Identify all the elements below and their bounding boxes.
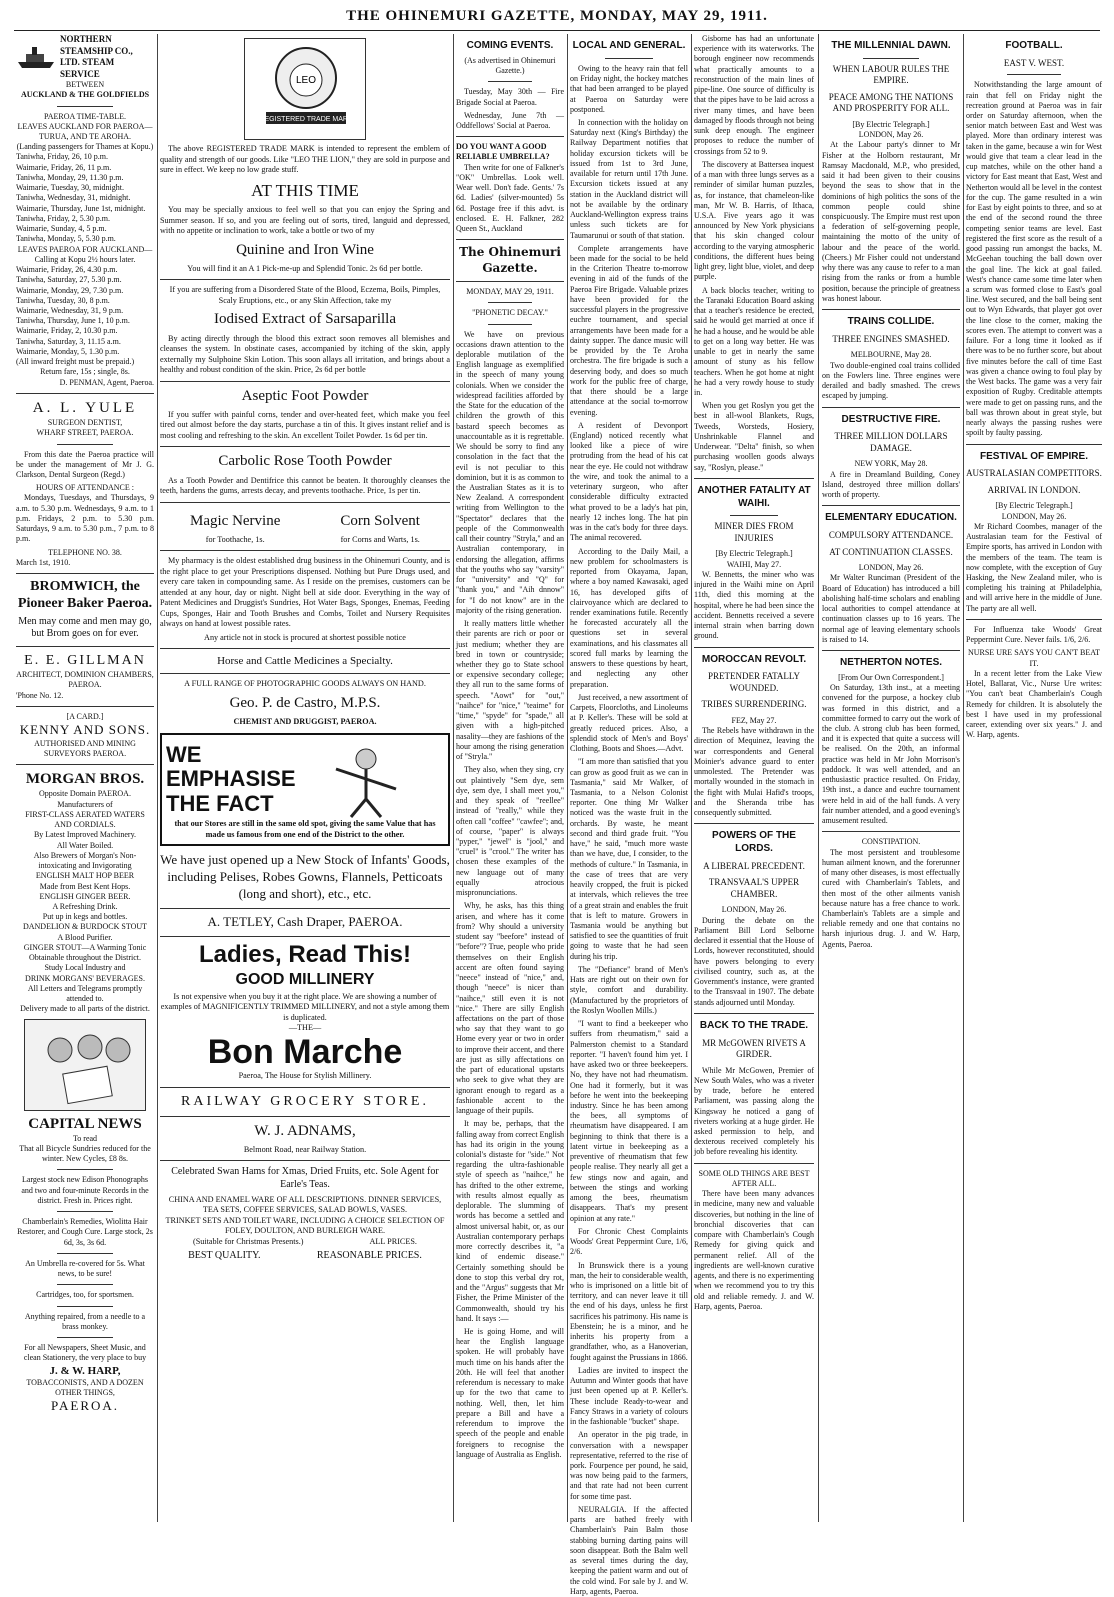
list-item: Delivery made to all parts of the district. — [20, 1004, 150, 1014]
editorial-paragraph: He is going Home, and will hear the English language spoken. He will probably have much time on his hands after the 20th. He will feel that another referendum is necessary to make up for the two that came to nothing. Well, then, let him prepare a Bill and have a referendum to improve the speech of the people and enable foreigners to recognise the language of Australia as English. — [456, 1327, 564, 1459]
pharmacy-text: My pharmacy is the oldest established drug business in the Ohinemuri County, and is the right place to get your Prescriptions dispensed. Nothing but Pure Drugs used, and every care taken in compounding same. As I reside on the premises, customers can be attended at any hour, day or night. Night bell at side door. Everything in the way of Patent Medicines and Druggist's Sundries, Hot Water Bags, Sponges, Enemas, Feeding Cups, Sponges, Hair and Tooth Brushes and Combs, Toilet and Nursery Requisites always on hand at lowest possible rates. — [160, 556, 450, 629]
festival-heading: FESTIVAL OF EMPIRE. — [980, 450, 1088, 462]
trains-sub: THREE ENGINES SMASHED. — [832, 333, 950, 344]
lords-sub: TRANSVAAL'S UPPER CHAMBER. — [708, 877, 800, 899]
list-item: Waimarie, Tuesday, 30, midnight. — [16, 183, 124, 193]
old-things-text: There have been many advances in medicine, many new and valuable discoveries, but nothing in the line of bronchial discoveries that can compare with Chamberlain's Cough Remedy for giving quick and permanent relief. All of the ingredients are well-known curative agents, and there is no experimenting when we recommend you to try this old and reliable remedy. J. and W. Harp, agents, Paeroa. — [694, 1189, 814, 1311]
fire-text: A fire in Dreamland Building, Coney Island, destroyed three million dollars' worth of property. — [822, 469, 960, 500]
harp-name: J. & W. HARP, — [49, 1364, 121, 1377]
column-editorial — [456, 34, 564, 1522]
millennial-heading: THE MILLENNIAL DAWN. — [831, 40, 951, 51]
auckland-times — [16, 152, 154, 244]
constipation-heading: CONSTIPATION. — [861, 837, 921, 847]
trade-heading: BACK TO THE TRADE. — [699, 1019, 809, 1031]
leo-label: LEO — [295, 75, 317, 86]
hours-title: HOURS OF ATTENDANCE : — [35, 483, 134, 493]
list-item: ENGLISH GINGER BEER. — [39, 891, 131, 901]
festival-sub: ARRIVAL IN LONDON. — [987, 484, 1081, 495]
news-paragraph: When you get Roslyn you get the best in all-wool Blankets, Rugs, Tweeds, Worsteds, Hosiery, Unshrinkable Flannel and Underwear. "Delta" finish, so when purchasing woollen goods always say, "Roslyn, please." — [694, 401, 814, 472]
steamship-ad — [16, 34, 154, 80]
fire-sub: THREE MILLION DOLLARS DAMAGE. — [834, 431, 948, 453]
football-heading: FOOTBALL. — [1005, 40, 1063, 51]
list-item: Waimarie, Monday, 29, 7.30 p.m. — [16, 285, 124, 295]
steamship-icon — [16, 44, 56, 70]
list-item: DRINK MORGANS' BEVERAGES. — [25, 973, 145, 983]
list-item: Waimarie, Friday, 2, 10.30 p.m. — [16, 326, 118, 336]
paper-date: MONDAY, MAY 29, 1911. — [466, 287, 554, 297]
harp-town: PAEROA. — [50, 1398, 120, 1414]
list-item: Taniwha, Saturday, 3, 11.15 a.m. — [16, 336, 121, 346]
column-ads-left — [16, 34, 154, 1522]
lords-text: During the debate on the Parliament Bill Lord Selborne declared it essential that the House of Lords, however reconstituted, should have powers belonging to every civilised country, such as, at the Government's instance, were granted to the Transvaal in 1907. The debate stands adjourned until Monday. — [694, 915, 814, 1007]
dateline: FEZ, May 27. — [731, 715, 777, 725]
umbrella-text: Then write for one of Falkner's "OK" Umbrellas. Look well. Wear well. Don't fade. Gents.' 7s 6d. Ladies' (silver-mounted) 5s 6d. Postage free if this advt. is enclosed. E. H. Falkner, 282 Queen St., Auckland — [456, 162, 564, 234]
morgan-name: MORGAN BROS. — [25, 771, 145, 788]
list-item: Waimarie, Friday, 26, 11 p.m. — [16, 162, 112, 172]
railway-heading: RAILWAY GROCERY STORE. — [181, 1093, 429, 1109]
list-item: Put up in kegs and bottles. — [42, 912, 128, 922]
telephone: TELEPHONE NO. 38. — [48, 547, 122, 557]
list-item: FIRST-CLASS AERATED WATERS AND CORDIALS. — [25, 809, 145, 830]
chemist-line: CHEMIST AND DRUGGIST, PAEROA. — [233, 716, 377, 726]
telegraph-label: [By Electric Telegraph.] — [852, 119, 930, 129]
paeroa-times — [16, 265, 154, 357]
gillman-text: ARCHITECT, DOMINION CHAMBERS, PAEROA. — [16, 670, 154, 690]
reasonable-prices: REASONABLE PRICES. — [316, 1250, 422, 1262]
list-item: A Blood Purifier. — [57, 932, 113, 942]
kenny-text: AUTHORISED AND MINING SURVEYORS PAEROA. — [34, 738, 136, 758]
news-paragraph: Gisborne has had an unfortunate experience with its waterworks. The borough engineer now recommends what practically amounts to a reconstruction of the main lines of pipe-line. One source of difficulty is that the pipes have to be laid across a river many times, and have been damaged by floods through not being sunk deep enough. The engineer proposes to reduce the number of crossings from 52 to 9. — [694, 34, 814, 156]
agent-name: D. PENMAN, Agent, Paeroa. — [59, 377, 154, 387]
list-item: A Refreshing Drink. — [52, 901, 118, 911]
list-item: All Water Boiled. — [56, 840, 114, 850]
tetley-name: A. TETLEY, Cash Draper, PAEROA. — [207, 914, 403, 930]
news-paragraph: An operator in the pig trade, in conversation with a newspaper representative, referred to the rise of pork. Fourpence per pound, he said, was now being paid to the farmers, and that rate had not been current for some time past. — [570, 1430, 688, 1501]
news-paragraph: A resident of Devonport (England) noticed recently what looked like a piece of wire protruding from the head of his cat near the eye. He could not withdraw the wire, and took the animal to a veterinary surgeon, who after considerable difficulty extracted what proved to be a lady's hat pin, nearly 12 inches long. The hat pin was in the cat's body for three days. The animal recovered. — [570, 420, 688, 543]
photo-text: A FULL RANGE OF PHOTOGRAPHIC GOODS ALWAYS ON HAND. — [184, 679, 426, 689]
steamship-title: NORTHERN STEAMSHIP CO., LTD. STEAM SERVICE — [60, 34, 133, 79]
iodised-text: By acting directly through the blood this extract soon removes all blemishes and cleanses the system. In obstinate cases, accompanied by itching of the skin, apply externally my Sulphoine Skin Lotion. This soon allays all irritation, and brings about a healthy and robust condition of the skin. Price, 2s 6d per bottle — [160, 333, 450, 375]
list-item: Waimarie, Wednesday, 31, 9 p.m. — [16, 305, 124, 315]
magic-sub: for Toothache, 1s. — [205, 534, 265, 544]
list-item: Taniwha, Friday, 26, 10 p.m. — [16, 152, 109, 162]
carbolic-heading: Carbolic Rose Tooth Powder — [218, 453, 392, 470]
trade-mark-label: REGISTERED TRADE MARK — [259, 116, 353, 123]
landing-note: (Landing passengers for Thames at Kopu.) — [16, 142, 154, 152]
list-item: Anything repaired, from a needle to a brass monkey. — [24, 1311, 146, 1331]
news-illustration — [24, 1019, 146, 1111]
editorial-paragraph: They also, when they sing, cry out plaintively "Sem dye, sem dye, sem dye, I shall meet you," and they speak of "reellee" instead of "really," while they often call "coffee" "cawfee"; and, of course, "paper" is always "pyper," "jewel" is "jool," and "cruel" is "crool." The writer has chosen these examples of the new language out of many equally atrocious mispronunciations. — [456, 765, 564, 898]
editorial-paragraph: Why, he asks, has this thing arisen, and where has it come from? Why should a university student say "beefore" instead of "before"? True, people who pride themselves on their English accent are often found saying "neece" instead of "nice," and, though "neece" is nicer than "naihce," still even it is not "nice." There are silly English affectations on the part of those who say that they want to go Home every year or two in order to improve their accent, and there are just as silly affectations on the part of educational upstarts who seek to give what they are ignorant enough to regard as a fashionable accent to the language of their pupils. — [456, 901, 564, 1116]
news-paragraph: Ladies are invited to inspect the Autumn and Winter goods that have just been opened up at P. Keller's. These include Ready-to-wear and Fancy Straws in a variety of colours in the fashionable "bucket" shape. — [570, 1365, 688, 1427]
list-item: GINGER STOUT—A Warming Tonic — [23, 942, 147, 952]
date-note: March 1st, 1910. — [16, 557, 71, 567]
harp-list — [16, 1134, 154, 1364]
prices-text: ALL PRICES. — [369, 1236, 417, 1246]
notice-text: Any article not in stock is procured at shortest possible notice — [204, 632, 406, 642]
news-paragraph: A back blocks teacher, writing to the Taranaki Education Board asking that a teacher's residence be erected, said he would get married at once if he had a house, and he would be able to get on a long way better. He was unable to get in nearly the same amount of stuny as his fellow teachers. When he got home at night he had a very rowdy house to study in. — [694, 285, 814, 397]
news-paragraph: "I want to find a beekeeper who suffers from rheumatism," said a Palmerston chemist to a Standard reporter. "I haven't found him yet. I have asked two or three beekeepers. No, they have not had rheumatism. One had it formerly, but it was before he went into the beekeeping industry. Since he has been among the bees, all symptoms of rheumatism have disappeared. I am beginning to think that there is a latent virtue in beekeeping as a preventive of rheumatism that few people realise. They nearly all get a few stings now and again, and between the stings and working among the bees, rheumatism disappears. That's my present opinion at any rate." — [570, 1019, 688, 1223]
local-general-heading: LOCAL AND GENERAL. — [572, 40, 686, 51]
list-item: Made from Best Kent Hops. — [39, 881, 131, 891]
swan-text: Celebrated Swan Hams for Xmas, Dried Fruits, etc. Sole Agent for Earle's Teas. — [171, 1166, 439, 1191]
nurse-heading: NURSE URE SAYS YOU CAN'T BEAT IT. — [967, 648, 1101, 668]
horse-text: Horse and Cattle Medicines a Specialty. — [217, 655, 393, 668]
column-rule — [157, 34, 158, 1522]
nurse-text: In a recent letter from the Lake View Hotel, Ballarat, Vic., Nurse Ure writes: "You can't beat Chamberlain's Cough Remedy for children. It is absolutely the best I have used in my professional career, extending over six years." J. and W. Harp, agents. — [966, 668, 1102, 740]
old-things-heading: SOME OLD THINGS ARE BEST AFTER ALL. — [698, 1168, 810, 1188]
list-item: Waimarie, Monday, 5, 1.30 p.m. — [16, 346, 120, 356]
quinine-heading: Quinine and Iron Wine — [236, 241, 374, 258]
adnams-name: W. J. ADNAMS, — [254, 1122, 356, 1139]
bromwich-title: BROMWICH, the Pioneer Baker Paeroa. — [17, 579, 153, 611]
moroccan-heading: MOROCCAN REVOLT. — [701, 653, 807, 665]
list-item: Chamberlain's Remedies, Wiolitta Hair Restorer, and Cough Cure. Large stock, 2s 6d, 3s, 3s 6d. — [17, 1217, 153, 1247]
divider — [16, 573, 154, 574]
news-paragraph: The "Defiance" brand of Men's Hats are right out on their own for style, comfort and durability. (Manufactured by the proprietors of the Roslyn Woollen Mills.) — [570, 964, 688, 1015]
aseptic-heading: Aseptic Foot Powder — [241, 387, 369, 404]
list-item: Taniwha, Wednesday, 31, midnight. — [16, 193, 131, 203]
bon-marche-heading: Bon Marche — [207, 1032, 403, 1071]
dateline: LONDON, May 26. — [858, 130, 924, 140]
aseptic-text: If you suffer with painful corns, tender and over-heated feet, which make you feel tired out almost before the day starts, purchase a tin of this. It gives instant relief and is most cooling and refreshing to the skin. An excellent Toilet Powder. 1s 6d per tin. — [160, 409, 450, 440]
corn-heading: Corn Solvent — [340, 512, 420, 529]
list-item: All Letters and Telegrams promptly attended to. — [27, 983, 143, 1004]
trains-text: Two double-engined coal trains collided on the Fowlers line. Three engines were derailed and badly smashed. The crews escaped by jumping. — [822, 360, 960, 401]
list-item: Waimarie, Sunday, 4, 5 p.m. — [16, 224, 107, 234]
fare-note: Return fare, 15s ; single, 8s. — [40, 367, 130, 377]
coming-events-source: (As advertised in Ohinemuri Gazette.) — [464, 55, 556, 76]
education-text: Mr Walter Runciman (President of the Board of Education) has introduced a bill abolishing half-time scholars and enabling local authorities to compel attendance at continuation classes up to 16 years. The normal age of leaving elementary schools is raised to 14. — [822, 573, 960, 644]
news-paragraph: According to the Daily Mail, a new problem for schoolmasters is reported from Okayama, Japan, where a boy named Kawasaki, aged 16, has developed gifts of clairvoyance which are declared to render examinations futile. Recently he forecasted accurately all the questions set in several examinations, and his classmates all scored full marks by learning the answers to these questions by heart, and neglecting any other preparation. — [570, 546, 688, 689]
divider — [16, 764, 154, 765]
festival-text: Mr Richard Coombes, manager of the Australasian team for the Festival of Empire sports, has arrived in London with the members of the team. The team is now complete, with the exception of Guy Hasking, the New Zealand miler, who is completing his training at Philadelphia, and will arrive here in the middle of June. The party are all well. — [966, 521, 1102, 613]
news-paragraph: Complete arrangements have been made for the social to be held in the Criterion Theatre to-morrow evening in aid of the funds of the Paeroa Fire Brigade. Valuable prizes have been provided for the successful players in the progressive euchre tournament, and special arrangements have been made for a dainty supper. The dance music will be provided by the Te Aroha orchestra. The fire brigade is such a deserving body, and does so much work for the public free of charge, that there should be a large attendance at the social to-morrow evening. — [570, 243, 688, 417]
column-telegrams — [694, 34, 814, 1522]
lords-sub: A LIBERAL PRECEDENT. — [703, 860, 805, 871]
hours-text: Mondays, Tuesdays, and Thursdays, 9 a.m. to 5.30 p.m. Wednesdays, 9 a.m. to 1 p.m. Fridays, 2 p.m. to 5.30 p.m. Saturdays, 9 a.m. to 5.30 p.m., 7 p.m. to 8 p.m. — [16, 493, 154, 544]
yule-name: A. L. YULE — [32, 399, 138, 416]
leaves-auckland: LEAVES AUCKLAND FOR PAEROA—TURUA, AND TE AROHA. — [17, 121, 153, 141]
waihi-heading: ANOTHER FATALITY AT WAIHI. — [697, 484, 811, 509]
boxer-illustration-icon — [286, 739, 426, 819]
ladies-heading: Ladies, Read This! — [198, 940, 412, 968]
millennial-sub: WHEN LABOUR RULES THE EMPIRE. — [832, 63, 950, 86]
list-item: Obtainable throughout the District. — [29, 953, 141, 963]
telegraph-label: [By Electric Telegraph.] — [715, 549, 793, 559]
masthead-rule — [14, 30, 1100, 31]
timetable-title: PAEROA TIME-TABLE. — [43, 111, 127, 121]
adnams-address: Belmont Road, near Railway Station. — [243, 1144, 367, 1154]
china-text: CHINA AND ENAMEL WARE OF ALL DESCRIPTIONS. DINNER SERVICES, TEA SETS, COFFEE SERVICES, SALAD BOWLS, VASES. — [168, 1194, 442, 1215]
people-reading-icon — [30, 1025, 140, 1105]
list-item: Also Brewers of Morgan's Non-intoxicating and Invigorating — [33, 850, 137, 871]
column-rule — [818, 34, 819, 1522]
harp-title: CAPITAL NEWS — [28, 1115, 142, 1132]
divider — [57, 444, 112, 445]
list-item: Taniwha, Thursday, June 1, 10 p.m. — [16, 316, 130, 326]
list-item: Taniwha, Friday, 2, 5.30 p.m. — [16, 213, 111, 223]
lion-trademark — [244, 38, 366, 140]
editorial-paragraph: It really matters little whether their parents are rich or poor or just medium; whether they are bred in town or countryside; whether they go to State school or expensive secondary college; they all run to the same forms of speech. "Aowt" for "out," "naihce" for "nice," "teaime" for "time," "spyde" for "spade," all given with a high-pitched nasality—they are fashions of the hour among the rising generation of "Stryla." — [456, 619, 564, 762]
football-text: Notwithstanding the large amount of rain that fell on Friday night the recreation ground at Paeroa was in fair order on Saturday afternoon, when the senior match between East and West was played. More than ordinary interest was taken in the game, because a win for West would give that team a clear lead in the cup matches, while on the other hand a victory for East meant that East, West and Netherton would all be level in the contest for the cup. The game resulted in a win for East by eight points to three, and so at the end of the second round the three competing senior teams are level. East registered the first score as the result of a good passing run amongst the backs, M. McGeehan touching the ball down over the goal line. The kick at goal failed. West's chance came some time later when a scrum was formed close to East's goal line. West secured, and the ball being sent out to Wyn Edwards, that player got over the line close to the corner, making the scores even. The attempt to convert was a failure. For a long time it looked as if there was to be no further score, but about five minutes before the call of time East was given a chance owing to foul play by the West backs. The game was a very fair exposition of Rugby. Creditable attempts were made to get on passing runs, and the ball was thrown about in great style, but nearly always the passing rushes were spoilt by faulty passing. — [966, 80, 1102, 438]
lion-icon — [246, 40, 364, 138]
trains-heading: TRAINS COLLIDE. — [847, 316, 935, 328]
xmas-text: (Suitable for Christmas Presents.) — [193, 1236, 304, 1246]
moroccan-text: The Rebels have withdrawn in the direction of Mequinez, leaving the war correspondents and General Moinier's advance guard to enter unmolested. The Pretender was mortally wounded in the stomach in the fight with Mulai Hafid's troops, and the Sheranda tribe has consequently submitted. — [694, 726, 814, 818]
list-item: To read — [72, 1133, 98, 1143]
list-item: Taniwha, Tuesday, 30, 8 p.m. — [16, 295, 110, 305]
list-item: Waimarie, Thursday, June 1st, midnight. — [16, 203, 146, 213]
the-label: —THE— — [288, 1023, 322, 1033]
moroccan-sub: TRIBES SURRENDERING. — [701, 699, 807, 710]
at-this-time-heading: AT THIS TIME — [251, 180, 359, 200]
waihi-text: W. Bennetts, the miner who was injured in the Waihi mine on April 11th, died this morning at the hospital, where he had been since the accident. Bennetts received a severe internal strain when barring down ground. — [694, 569, 814, 641]
emphasise-heading: WE EMPHASISE THE FACT — [166, 742, 296, 816]
divider — [57, 106, 112, 107]
carbolic-text: As a Tooth Powder and Dentifrice this cannot be beaten. It thoroughly cleanses the teeth, hardens the gums, arrests decay, and prevents toothache. Price, 1s per tin. — [160, 475, 450, 495]
news-paragraph: In connection with the holiday on Saturday next (King's Birthday) the Railway Department notifies that holiday excursion tickets will be issued from 1st to 3rd June, available for return until 17th June. Excursion tickets issued at any station in the Auckland district will not be available by the ordinary Auckland-Wellington express trains unless such tickets are for Taumarunui or south of that station. — [570, 117, 688, 240]
column-chemist — [160, 34, 450, 1522]
moroccan-sub: PRETENDER FATALLY WOUNDED. — [708, 671, 800, 693]
trade-sub: MR McGOWEN RIVETS A GIRDER. — [702, 1037, 806, 1060]
waihi-sub: MINER DIES FROM INJURIES — [714, 521, 794, 543]
iodised-intro: If you are suffering from a Disordered State of the Blood, Eczema, Boils, Pimples, Scaly Eruptions, etc., or any Skin Affection, take my — [169, 285, 441, 305]
coming-events-heading: COMING EVENTS. — [466, 40, 554, 51]
dateline: MELBOURNE, May 28. — [850, 350, 932, 360]
dateline: NEW YORK, May 28. — [854, 459, 928, 469]
decastro-name: Geo. P. de Castro, M.P.S. — [229, 694, 381, 711]
leaves-paeroa: LEAVES PAEROA FOR AUCKLAND—Calling at Kopu 2½ hours later. — [17, 244, 153, 264]
list-item: Taniwha, Saturday, 27, 5.30 p.m. — [16, 275, 122, 285]
at-this-time-text: You may be specially anxious to feel well so that you can enjoy the Spring and Summer season. If so, and you are feeling out of sorts, tired, languid and depressed, with no appetite or inclination to work, take a bottle or two of my — [160, 205, 450, 236]
festival-sub: AUSTRALASIAN COMPETITORS. — [966, 468, 1102, 479]
netherton-correspondent: [From Our Own Correspondent.] — [838, 672, 944, 682]
freight-note: (All inward freight must be prepaid.) — [16, 357, 135, 367]
gillman-name: E. E. GILLMAN — [24, 653, 146, 669]
list-item: That all Bicycle Sundries reduced for the winter. New Cycles, £8 8s. — [19, 1143, 151, 1164]
millennial-text: At the Labour party's dinner to Mr Fisher at the Holborn restaurant, Mr Ramsay Macdonald, M.P., who presided, said it had been given to their cousins beyond the seas to show that in the dominions of high politics the sons of the common people could shine conspicuously. The Empire must rest upon a federation of self-governing people, maintaining the motto of the unity of labour and the peace of the world. (Cheers.) Mr Fisher could not understand why there was any cause to refer to a man rising from the ranks or from a humble position, because the principle of greatness was honest labour. — [822, 140, 960, 303]
list-item: Taniwha, Monday, 5, 5.30 p.m. — [16, 234, 116, 244]
list-item: Study Local Industry and — [44, 963, 126, 973]
dateline: LONDON, May 26. — [721, 905, 787, 915]
morgan-address: Opposite Domain PAEROA. — [39, 789, 131, 799]
paper-title: The Ohinemuri Gazette. — [459, 245, 561, 275]
trademark-intro: The above REGISTERED TRADE MARK is intended to represent the emblem of quality and strength of our goods. Like "LEO THE LION," they are sold in purpose and sure in effect. We keep no low grade stuff. — [160, 144, 450, 174]
bon-marche-sub: Paeroa, The House for Stylish Millinery. — [238, 1071, 372, 1081]
best-quality: BEST QUALITY. — [188, 1250, 261, 1262]
list-item: An Umbrella re-covered for 5s. What news, to be sure! — [25, 1258, 145, 1279]
event-item: Tuesday, May 30th — Fire Brigade Social at Paeroa. — [456, 87, 564, 107]
lords-heading: POWERS OF THE LORDS. — [712, 830, 796, 855]
route-label: AUCKLAND & THE GOLDFIELDS — [20, 90, 150, 100]
two-remedies — [160, 508, 450, 546]
yule-role: SURGEON DENTIST, — [47, 418, 123, 428]
dateline: LONDON, May 26. — [1001, 511, 1067, 521]
list-item: Manufacturers of — [57, 799, 113, 809]
divider — [16, 646, 154, 647]
list-item: Taniwha, Monday, 29, 11.30 p.m. — [16, 172, 124, 182]
list-item: DANDELION & BURDOCK STOUT — [22, 922, 148, 932]
list-item: By Latest Improved Machinery. — [33, 830, 137, 840]
iodised-heading: Iodised Extract of Sarsaparilla — [213, 311, 396, 328]
editorial-paragraph: We have on previous occasions drawn attention to the deplorable mutilation of the English language as exemplified in the speech of many young colonials. When we consider the widespread facilities afforded by the State for the education of the children the growth of this bastard speech becomes as unaccountable as it is regrettable. We should be sorry to find any consolation in the fact that the evil is not peculiar to this dominion, but it is as common to the Australian States as it is to New Zealand. A correspondent writing from Wellington to the "Spectator" declares that the people of the Commonwealth call their country "Stryla," and an Australian contemporary, in endorsing the allegation, affirms that the youths who say "varsity" for "university" and "Q" for "thank you," and "Aih dnnow" for "I do not know" are in the majority of the rising generation. — [456, 329, 564, 615]
umbrella-heading: DO YOU WANT A GOOD RELIABLE UMBRELLA? — [456, 142, 550, 162]
gillman-phone: 'Phone No. 12. — [16, 690, 64, 700]
emphasise-ad — [160, 733, 450, 846]
column-cables — [822, 34, 960, 1522]
fire-heading: DESTRUCTIVE FIRE. — [841, 413, 941, 425]
editorial-paragraph: It may be, perhaps, that the falling away from correct English has had its origin in the young colonial's distaste for "side." Not regarding the ultra-fashionable style of speech as "naihce," he has drifted to the other extreme, with results almost equally as deplorable. The slumming of words has become a settled and almost universal habit, or, as our Australian contemporary perhaps more correctly describes it, "a kind of endemic disease." Certainly something should be done to stop this verbal dry rot, and the "Argus" suggests that Mr Fisher, the Prime Minister of the Commonwealth, should try his hand. It says :— — [456, 1119, 564, 1323]
column-sport — [966, 34, 1102, 1522]
millinery-text: Is not expensive when you buy it at the right place. We are showing a number of examples of MAGNIFICENTLY TRIMMED MILLINERY, and not a style among them is duplicated. — [160, 991, 450, 1022]
influenza-ad: For Influenza take Woods' Great Peppermint Cure. Never fails. 1/6, 2/6. — [966, 624, 1102, 645]
magic-heading: Magic Nervine — [190, 512, 281, 529]
divider — [16, 393, 154, 394]
column-local-news — [570, 34, 688, 1596]
bromwich-text: Men may come and men may go, but Brom goes on for ever. — [18, 615, 152, 640]
column-rule — [691, 34, 692, 1522]
editorial-title: "PHONETIC DECAY." — [472, 308, 548, 318]
news-paragraph: For Chronic Chest Complaints Woods' Great Peppermint Cure, 1/6, 2/6. — [570, 1226, 688, 1257]
corn-sub: for Corns and Warts, 1s. — [340, 534, 420, 544]
dateline: WAIHI, May 27. — [726, 559, 782, 569]
football-sub: EAST V. WEST. — [1003, 57, 1065, 68]
news-paragraph: NEURALGIA. If the affected parts are bathed freely with Chamberlain's Pain Balm those stabbing burning darting pains will soon disappear. Both the Balm well as several times during the day, keeping the patient warm and out of the cold wind. For sale by J. and W. Harp, agents, Paeroa. — [570, 1504, 688, 1596]
dateline: LONDON, May 26. — [858, 563, 924, 573]
harp-tag: TOBACCONISTS, AND A DOZEN OTHER THINGS, — [26, 1377, 144, 1397]
quinine-text: You will find it an A 1 Pick-me-up and Splendid Tonic. 2s 6d per bottle. — [187, 263, 423, 273]
news-paragraph: Owing to the heavy rain that fell on Friday night, the hockey matches that had been arranged to be played at Paeroa on Saturday were postponed. — [570, 63, 688, 114]
emphasise-text: that our Stores are still in the same old spot, giving the same Value that has made us famous from one end of the District to the other. — [174, 819, 436, 839]
tetley-text: We have just opened up a New Stock of Infants' Goods, including Pelises, Robes Gowns, Flannels, Petticoats (long and short), etc., etc. — [160, 852, 450, 902]
education-heading: ELEMENTARY EDUCATION. — [825, 512, 957, 524]
column-rule — [453, 34, 454, 1522]
education-sub: AT CONTINUATION CLASSES. — [829, 546, 953, 557]
news-paragraph: "I am more than satisfied that you can grow as good fruit as we can in Tasmania," said Mr Walker, of Tasmania, to a Nelson Colonist reporter. One thing Mr Walker noticed was the waste fruit in the orchards. By waste, he meant second and third grade fruit. "You have," he said, "much more waste than we have, due, I consider, to the methods of culture." In Tasmania, in the case of trees that are very heavily cropped, the fruit is picked at intervals, which relieves the tree of a great strain and enables the fruit that is left to mature. Growers in Tasmania would be anything but satisfied to see the quantities of fruit going to waste that he had seen during his trip. — [570, 757, 688, 961]
column-rule — [963, 34, 964, 1522]
list-item: For all Newspapers, Sheet Music, and clean Stationery, the very place to buy — [23, 1343, 147, 1363]
news-paragraph: The discovery at Battersea inquest of a man with three lungs serves as a reminder of similar human puzzles, as, for instance, that chameleon-like man, Mr W. B. Harris, of Ithaca, U.S.A. Five years ago it was announced by New York physicians that his skin changed colour according to the varying atmospheric conditions, the different hues being light grey, light blue, violet, and deep purple. — [694, 159, 814, 282]
between-label: BETWEEN — [65, 80, 105, 90]
morgan-list — [16, 800, 154, 1015]
event-item: Wednesday, June 7th — Oddfellows' Social at Paeroa. — [456, 110, 564, 130]
netherton-heading: NETHERTON NOTES. — [839, 657, 943, 669]
news-paragraph: Just received, a new assortment of Carpets, Floorcloths, and Linoleums at P. Keller's. These will be sold at greatly reduced prices. Also, a splendid stock of Men's and Boys' Clothing, Boots and Shoes.—Advt. — [570, 692, 688, 754]
news-paragraph: In Brunswick there is a young man, the heir to considerable wealth, who is imprisoned on a little bit of territory, and can never leave it till the end of his days, unless he first sacrifices his patrimony. His name is Ebenstein; he is a minor, and he inherits his property from a grandfather, who, as a Hanoverian, fought against the Prussians in 1866. — [570, 1260, 688, 1362]
masthead: THE OHINEMURI GAZETTE, MONDAY, MAY 29, 1911. — [346, 8, 768, 24]
yule-note: From this date the Paeroa practice will be under the management of Mr J. G. Clarkson, Dental Surgeon (Regd.) — [16, 449, 154, 479]
divider — [16, 706, 154, 707]
trade-text: While Mr McGowen, Premier of New South Wales, who was a riveter by trade, before he entered Parliament, was passing along the Kingsway he noticed a gang of riveters working at a huge girder. He asked permission to help, and dexterous received completely his job before revealing his identity. — [694, 1065, 814, 1157]
card-label: [A CARD.] — [66, 711, 104, 721]
netherton-text: On Saturday, 13th inst., at a meeting convened for the purpose, a hockey club was formed in this district, and a committee formed to carry out the work of the club. A strong club has been formed, and it is expected that quite a success will be realised. On the 20th, an informal practice was held in Mr John Morrison's paddock. It was well attended, and an enthusiastic practice resulted. On Friday, 19th inst., a dance and euchre tournament were held in aid of the hall funds. A very fair number attended, and a good evening's amusement resulted. — [822, 683, 960, 826]
yule-address: WHARF STREET, PAEROA. — [36, 428, 134, 438]
education-sub: COMPULSORY ATTENDANCE. — [828, 530, 954, 541]
list-item: Waimarie, Friday, 26, 4.30 p.m. — [16, 265, 118, 275]
telegraph-label: [By Electric Telegraph.] — [995, 501, 1073, 511]
list-item: ENGLISH MALT HOP BEER — [35, 871, 135, 881]
list-item: Cartridges, too, for sportsmen. — [36, 1290, 134, 1300]
constipation-text: The most persistent and troublesome human ailment known, and the forerunner of many other diseases, is most effectually cured with Chamberlain's Tablets, and then most of the other ailments vanish because nature has a free chance to work. Chamberlain's Tablets are a simple and reliable remedy and one that contains no harsh injurious drug. J. and W. Harp, Agents, Paeroa. — [822, 847, 960, 949]
millinery-heading: GOOD MILLINERY — [235, 971, 375, 989]
list-item: Largest stock new Edison Phonographs and two and four-minute Records in the district. Fresh in. Prices right. — [21, 1175, 149, 1205]
millennial-sub: PEACE AMONG THE NATIONS AND PROSPERITY FOR ALL. — [828, 91, 954, 114]
column-rule — [567, 34, 568, 1522]
kenny-name: KENNY AND SONS. — [19, 722, 151, 738]
trinket-text: TRINKET SETS AND TOILET WARE, INCLUDING A CHOICE SELECTION OF FOLEY, DOULTON, AND BURLEIGH WARE. — [165, 1215, 445, 1236]
